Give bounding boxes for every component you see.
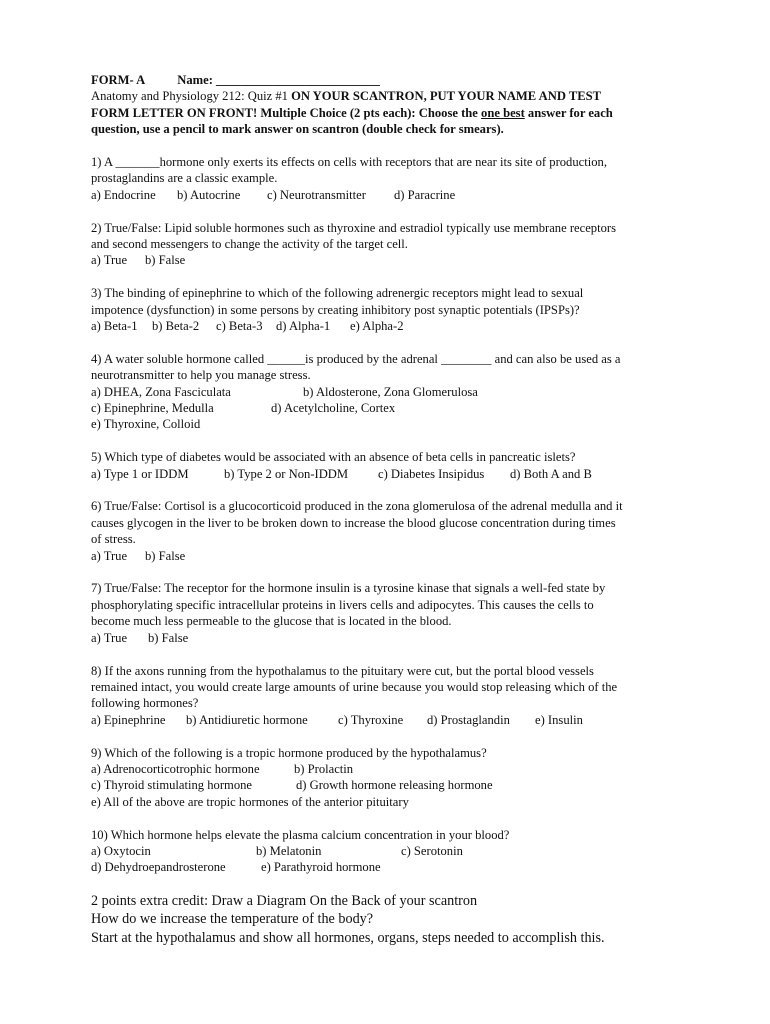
- question-text: 8) If the axons running from the hypothalamus to the pituitary were cut, but the portal blood vessels: [91, 663, 594, 678]
- question-5: [91, 449, 691, 482]
- extra-credit: [91, 892, 691, 947]
- question-3: [91, 285, 691, 334]
- question-text: impotence (dysfunction) in some persons by creating inhibitory post synaptic potentials (IPSPs)?: [91, 302, 580, 317]
- answer-options-row: [91, 318, 691, 334]
- answer-option: b) Prolactin: [294, 761, 354, 776]
- answer-option: a) Type 1 or IDDM: [91, 466, 189, 481]
- answer-option: d) Prostaglandin: [427, 712, 510, 727]
- question-text: 5) Which type of diabetes would be associated with an absence of beta cells in pancreatic islets?: [91, 450, 576, 465]
- answer-option: a) True: [91, 630, 128, 645]
- answer-option: e) Alpha-2: [350, 319, 404, 334]
- answer-option: d) Both A and B: [510, 466, 592, 481]
- answer-option: b) Antidiuretic hormone: [186, 712, 308, 727]
- question-10: [91, 827, 691, 876]
- answer-option: d) Growth hormone releasing hormone: [296, 778, 493, 793]
- quiz-page: [91, 72, 691, 947]
- answer-options-row: [91, 843, 691, 859]
- answer-options-row: [91, 252, 691, 268]
- answer-option: c) Thyroxine: [338, 712, 404, 727]
- question-6: [91, 498, 691, 564]
- answer-option: e) Insulin: [535, 712, 583, 727]
- answer-option: e) Parathyroid hormone: [261, 860, 381, 875]
- instruction-1: ON YOUR SCANTRON, PUT YOUR NAME AND TEST: [291, 89, 602, 104]
- answer-options-row: [91, 630, 691, 646]
- answer-option: a) DHEA, Zona Fasciculata: [91, 384, 231, 399]
- answer-option: d) Dehydroepandrosterone: [91, 860, 226, 875]
- question-text: neurotransmitter to help you manage stress.: [91, 368, 311, 383]
- answer-options-row: [91, 400, 691, 416]
- question-text: 3) The binding of epinephrine to which of the following adrenergic receptors might lead to sexual: [91, 286, 584, 301]
- extra-credit-line: 2 points extra credit: Draw a Diagram On the Back of your scantron: [91, 893, 478, 910]
- question-text: prostaglandins are a classic example.: [91, 171, 278, 186]
- question-text: 1) A _______hormone only exerts its effects on cells with receptors that are near its site of production,: [91, 155, 607, 170]
- answer-option: e) Thyroxine, Colloid: [91, 417, 201, 432]
- form-label: FORM- A: [91, 73, 146, 87]
- answer-option: b) Melatonin: [256, 843, 322, 858]
- answer-option: a) True: [91, 253, 128, 268]
- question-8: [91, 663, 691, 729]
- question-text: of stress.: [91, 532, 136, 547]
- answer-options-row: [91, 384, 691, 400]
- question-1: [91, 154, 691, 203]
- form-header: [91, 72, 691, 88]
- answer-options-row: [91, 712, 691, 728]
- answer-option: b) False: [148, 630, 189, 645]
- extra-credit-instructions: Start at the hypothalamus and show all hormones, organs, steps needed to accomplish this.: [91, 929, 605, 946]
- answer-option: c) Serotonin: [401, 843, 463, 858]
- answer-option: b) Aldosterone, Zona Glomerulosa: [303, 384, 478, 399]
- question-text: phosphorylating specific intracellular proteins in livers cells and adipocytes. This causes the cells to: [91, 597, 594, 612]
- answer-option: a) Oxytocin: [91, 843, 151, 858]
- answer-options-row: [91, 777, 691, 793]
- question-9: [91, 745, 691, 811]
- answer-option: d) Alpha-1: [276, 319, 331, 334]
- question-7: [91, 580, 691, 646]
- one-best-emphasis: one best: [481, 105, 525, 120]
- answer-option: a) Endocrine: [91, 187, 156, 202]
- answer-option: b) Beta-2: [152, 319, 200, 334]
- answer-options-row: [91, 416, 691, 432]
- answer-options-row: [91, 794, 691, 810]
- answer-options-row: [91, 859, 691, 875]
- answer-option: e) All of the above are tropic hormones of the anterior pituitary: [91, 794, 409, 809]
- answer-option: c) Neurotransmitter: [267, 187, 366, 202]
- answer-option: a) Epinephrine: [91, 712, 166, 727]
- question-text: and second messengers to change the activity of the target cell.: [91, 237, 408, 252]
- extra-credit-question: How do we increase the temperature of the body?: [91, 911, 374, 928]
- intro-line-3: question, use a pencil to mark answer on scantron (double check for smears).: [91, 122, 504, 137]
- answer-option: c) Epinephrine, Medulla: [91, 401, 214, 416]
- answer-option: d) Acetylcholine, Cortex: [271, 401, 396, 416]
- question-text: 7) True/False: The receptor for the hormone insulin is a tyrosine kinase that signals a well-fed state by: [91, 581, 606, 596]
- question-text: causes glycogen in the liver to be broken down to increase the blood glucose concentration during times: [91, 515, 616, 530]
- question-4: [91, 351, 691, 433]
- question-text: 9) Which of the following is a tropic hormone produced by the hypothalamus?: [91, 745, 487, 760]
- answer-option: b) Type 2 or Non-IDDM: [224, 466, 349, 481]
- answer-option: a) True: [91, 548, 128, 563]
- question-text: 6) True/False: Cortisol is a glucocorticoid produced in the zona glomerulosa of the adrenal medulla and it: [91, 499, 623, 514]
- question-text: 10) Which hormone helps elevate the plasma calcium concentration in your blood?: [91, 827, 510, 842]
- name-field: Name: __________________________: [177, 73, 380, 87]
- question-text: remained intact, you would create large amounts of urine because you would stop releasing which of the: [91, 679, 618, 694]
- answer-option: a) Beta-1: [91, 319, 138, 334]
- answer-option: b) False: [145, 253, 186, 268]
- question-2: [91, 220, 691, 269]
- answer-options-row: [91, 548, 691, 564]
- question-text: become much less permeable to the glucose that is located in the blood.: [91, 614, 452, 629]
- course-title: Anatomy and Physiology 212: Quiz #1: [91, 89, 292, 104]
- question-text: following hormones?: [91, 696, 199, 711]
- question-text: 2) True/False: Lipid soluble hormones such as thyroxine and estradiol typically use membrane receptors: [91, 220, 616, 235]
- answer-option: b) Autocrine: [177, 187, 241, 202]
- intro-line-2: FORM LETTER ON FRONT! Multiple Choice (2 pts each): Choose the one best answer for each: [91, 105, 613, 120]
- answer-option: d) Paracrine: [394, 187, 456, 202]
- question-text: 4) A water soluble hormone called ______is produced by the adrenal ________ and can also be used as a: [91, 351, 621, 366]
- answer-options-row: [91, 466, 691, 482]
- answer-option: a) Adrenocorticotrophic hormone: [91, 761, 260, 776]
- answer-options-row: [91, 187, 691, 203]
- question-list: [91, 154, 691, 876]
- answer-option: b) False: [145, 548, 186, 563]
- answer-option: c) Diabetes Insipidus: [378, 466, 485, 481]
- intro-line-1: [91, 88, 691, 104]
- answer-option: c) Thyroid stimulating hormone: [91, 778, 253, 793]
- answer-option: c) Beta-3: [216, 319, 263, 334]
- answer-options-row: [91, 761, 691, 777]
